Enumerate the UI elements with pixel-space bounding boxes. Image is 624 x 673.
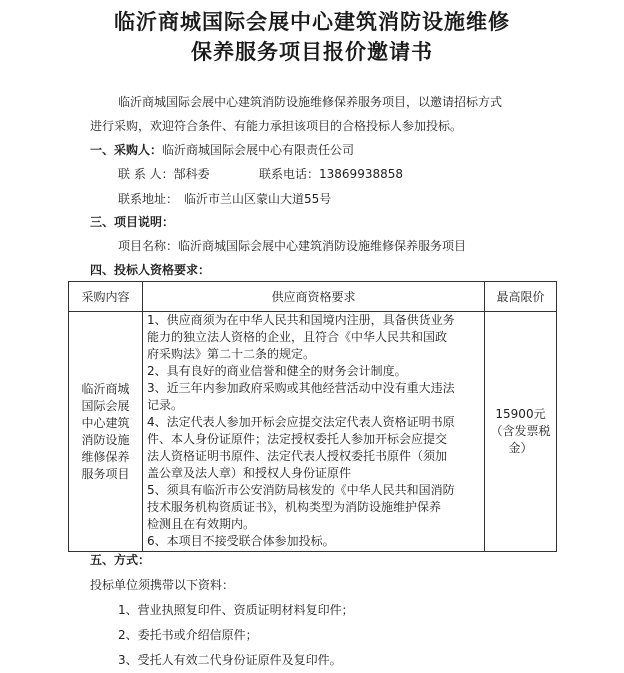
requirement-line: 记录。: [147, 398, 184, 412]
price-line: 15900元: [495, 407, 546, 421]
project-label: 项目名称：: [118, 239, 179, 253]
requirement-line: 2、具有良好的商业信誉和健全的财务会计制度。: [147, 364, 407, 378]
table-header-row: [69, 282, 557, 312]
project-cell: [69, 312, 143, 552]
materials-item: 2、委托书或介绍信原件；: [118, 628, 258, 642]
project-line: 临沂商城: [81, 381, 130, 396]
materials-item: 3、受托人有效二代身份证原件及复印件。: [118, 653, 342, 667]
project-row: [118, 238, 466, 254]
requirement-line: 6、本项目不接受联合体参加投标。: [147, 534, 335, 548]
requirement-line: 3、近三年内参加政府采购或其他经营活动中没有重大违法: [147, 381, 455, 395]
contact-label: 联 系 人：: [118, 167, 174, 181]
project-value: 临沂商城国际会展中心建筑消防设施维修保养服务项目: [178, 239, 467, 253]
header-requirements: 供应商资格要求: [143, 282, 485, 312]
price-cell: [485, 312, 557, 552]
section-4-heading: 四、投标人资格要求：: [90, 263, 211, 277]
address-value: 临沂市兰山区蒙山大道55号: [184, 192, 332, 206]
requirement-line: 1、供应商须为在中华人民共和国境内注册，具备供货业务: [147, 313, 455, 327]
requirement-line: 4、法定代表人参加开标会应提交法定代表人资格证明书原: [147, 415, 455, 429]
materials-intro: 投标单位须携带以下资料：: [90, 578, 235, 592]
section-1-heading: 一、采购人：: [90, 143, 163, 157]
requirement-line: 5、须具有临沂市公安消防局核发的《中华人民共和国消防: [147, 483, 455, 497]
project-line: 中心建筑: [81, 415, 130, 430]
requirement-line: 能力的独立法人资格的企业，且符合《中华人民共和国政: [147, 330, 448, 344]
address-row: [118, 191, 331, 207]
purchaser-company: 临沂商城国际会展中心有限责任公司: [162, 143, 355, 157]
contact-value: 郜科委: [173, 167, 210, 181]
requirement-line: 法人资格证明书原件、法定代表人授权委托书原件（须加: [147, 449, 448, 463]
project-line: 消防设施: [81, 432, 130, 447]
requirements-cell: [143, 312, 485, 552]
address-label: 联系地址：: [118, 192, 179, 206]
page-title-line-2: 保养服务项目报价邀请书: [191, 40, 433, 64]
phone-value: 13869938858: [319, 167, 403, 181]
project-line: 国际会展: [81, 398, 130, 413]
materials-item: 1、营业执照复印件、资质证明材料复印件；: [118, 603, 354, 617]
phone-row: [259, 166, 403, 182]
requirement-line: 府采购法》第二十二条的规定。: [147, 347, 316, 361]
project-line: 维修保养: [81, 449, 130, 464]
intro-line-1: 临沂商城国际会展中心建筑消防设施维修保养服务项目，以邀请招标方式: [118, 95, 503, 109]
header-price: 最高限价: [485, 282, 557, 312]
requirement-line: 盖公章及法人章）和授权人身份证原件: [147, 466, 352, 480]
page-title-line-1: 临沂商城国际会展中心建筑消防设施维修: [114, 10, 510, 34]
requirement-line: 技术服务机构资质证书》，机构类型为消防设施维护保养: [147, 500, 442, 514]
section-3-heading: 三、项目说明：: [90, 215, 175, 229]
contact-row: [118, 166, 210, 182]
header-content: 采购内容: [69, 282, 143, 312]
price-line: 金）: [508, 441, 533, 455]
phone-label: 联系电话：: [259, 167, 320, 181]
qualification-table: [68, 281, 557, 552]
section-5-heading: 五、方式：: [90, 553, 151, 567]
intro-line-2: 进行采购，欢迎符合条件、有能力承担该项目的合格投标人参加投标。: [90, 119, 463, 133]
table-row: [69, 312, 557, 552]
requirement-line: 件、本人身份证原件；法定授权委托人参加开标会应提交: [147, 432, 448, 446]
requirement-line: 检测且在有效期内。: [147, 517, 256, 531]
purchaser-row: [90, 142, 354, 158]
project-line: 服务项目: [81, 466, 130, 481]
price-line: （含发票税: [490, 424, 551, 438]
